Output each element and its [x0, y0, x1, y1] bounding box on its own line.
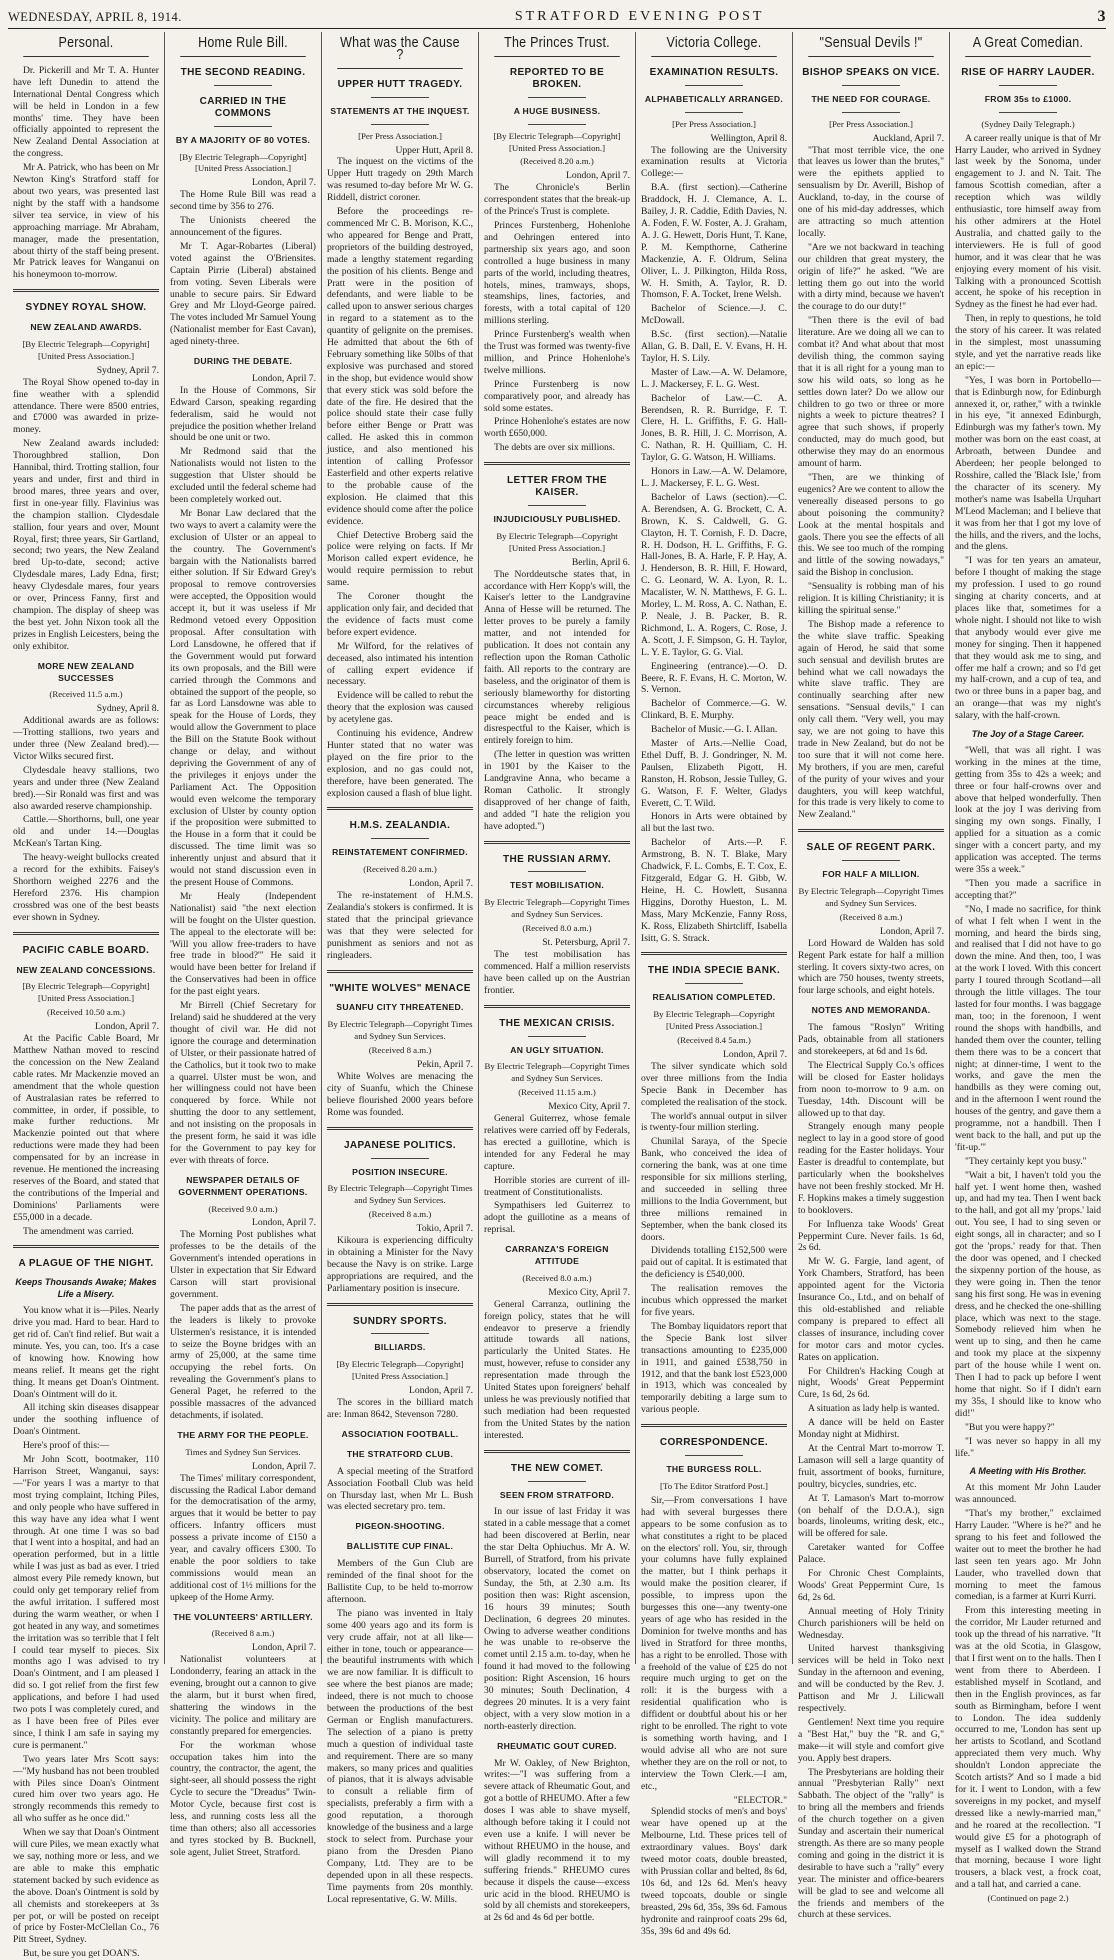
wire-credit: [To The Editor Stratford Post.] [660, 1480, 768, 1491]
article-paragraph: The piano was invented in Italy some 400 years ago and its form is very crude affair, not at all like—either in tone, touch or appearance—the beautiful instruments with which we are now familiar. It is difficult to see where the best pianos are made; indeed, there is not much to choose between the productions of the best German or English manufacturers. The selection of a piano is pretty much a question of individual taste and requirement. There are so many makers, so many prices and qualities of pianos, that it is always advisable to consult a reliable firm of specialists, preferably a firm with a good reputation, a thorough knowledge of the business and a large stock to select from. Purchase your piano from the Dresden Piano Company, Ltd. They are to be depended upon in all these respects. Time payments from 20s monthly. Local representative, G. W. Mills. [327, 1607, 473, 1905]
section-headline: H.M.S. ZEALANDIA. [349, 820, 451, 832]
short-rule [371, 1158, 429, 1159]
subheadline: AN UGLY SITUATION. [510, 1044, 604, 1055]
short-rule [528, 124, 586, 125]
article-paragraph: A special meeting of the Stratford Association Football Club was held on Thursday last, when Mr L. Bush was elected secretary pro. tem. [327, 1465, 473, 1513]
section-headline: JAPANESE POLITICS. [343, 1139, 457, 1151]
wire-credit: [Per Press Association.] [358, 130, 442, 141]
article-paragraph: The test mobilisation has commenced. Half a million reservists have been called up on the Austrian frontier. [484, 949, 630, 996]
subheadline: CARRANZA'S FOREIGN ATTITUDE [505, 1244, 609, 1267]
dateline: Upper Hutt, April 8. [395, 144, 473, 156]
section-divider [13, 932, 159, 935]
dateline: Pekin, April 7. [417, 1059, 473, 1071]
article-paragraph: The silver syndicate which sold over three millions from the India Specie Bank in December has completed the realisation of the stock. [641, 1060, 787, 1108]
article-paragraph: "Well, that was all right. I was working in the mines at the time, getting from 35s to 42s a week; and three or four half-crowns over and above that helped wonderfully. Then look at the joy I was deriving from singing my own songs. Finally, I applied for a situation as a comic singer with a concert party, and my application was accepted. The terms were 35s a week." [955, 744, 1101, 875]
dateline: London, April 7. [880, 925, 944, 937]
article-paragraph: The Coroner thought the application only fair, and decided that the evidence of facts must come before expert evidence. [327, 591, 473, 638]
article-paragraph: Evidence will be called to rebut the theory that the explosion was caused by acetylene gas. [327, 690, 473, 726]
column-heading: Personal. [23, 32, 149, 57]
article-paragraph: The scores in the billiard match are: Inman 8642, Stevenson 7280. [327, 1397, 473, 1420]
article-paragraph: Members of the Gun Club are reminded of the final shoot for the Ballistite Cup, to be held to-morrow afternoon. [327, 1558, 473, 1605]
dateline: Auckland, April 7. [872, 132, 944, 144]
dateline: London, April 7. [409, 1385, 473, 1397]
subheadline: SEEN FROM STRATFORD. [499, 1489, 615, 1500]
wire-credit: (Sydney Daily Telegraph.) [981, 118, 1075, 129]
article-paragraph: For Children's Hacking Cough at night, Woods' Great Peppermint Cure, 1s 6d, 2s 6d. [798, 1365, 944, 1401]
section-headline: CORRESPONDENCE. [659, 1437, 769, 1449]
subheadline: TEST MOBILISATION. [509, 880, 605, 891]
article-paragraph: The realisation removes the incubus which oppressed the market for five years. [641, 1283, 787, 1318]
column-heading: A Great Comedian. [965, 32, 1091, 57]
article-paragraph: In the House of Commons, Sir Edward Carson, speaking regarding federalism, said he would not prejudice the position whether Ireland should be one unit or two. [170, 384, 316, 444]
article-paragraph: Mr W. G. Fargie, land agent, of York Chambers, Stratford, has been appointed agent for the Victoria Insurance Co., Ltd., and on behalf of this old-established and reliable company is prepared to effect all classes of insurance, including cover for motor cars and motor cycles. Rates on application. [798, 1256, 944, 1363]
short-rule [528, 1036, 586, 1037]
article-paragraph: Mr Bonar Law declared that the two ways to avert a calamity were the exclusion of Ulster or an appeal to the country. The Government's bargain with the Nationalists barred either solution. If Sir Edward Grey's proposal to remove controversies were accepted, the Opposition would accept it, but it was useless if Mr Redmond vetoed every Opposition proposal. After consultation with Lord Lansdowne, he offered that if the Government would put forward its own proposals, and the Bill were carried through the Commons and obtained the support of the people, so far as Lord Lansdowne was able to speak for the House of Lords, they would allow the Government to place the Bill on the Statute Book without change or delay, and without depriving the Government of any of the privileges it enjoys under the Parliament Act. The Opposition would even welcome the temporary exclusion of Ulster by county option if the proposition were submitted to the House in a form that it could be discussed. The time limit was so inherently unjust and absurd that it would not stand discussion even in the present House of Commons. [170, 507, 316, 888]
wire-credit: By Electric Telegraph—Copyright Times and Sydney Sun Services. [327, 1183, 473, 1206]
dateline: St. Petersburg, April 7. [542, 937, 630, 949]
wire-credit: By Electric Telegraph—Copyright Times and Sydney Sun Services. [484, 1061, 630, 1084]
article-paragraph: Mr Wilford, for the relatives of deceased, also intimated his intention of calling expert evidence if necessary. [327, 640, 473, 688]
article-paragraph: Continuing his evidence, Andrew Hunter stated that no water was played on the fire prior to the explosion, and no gas could not, therefore, have been generated. The explosion caused a flash of blue light. [327, 728, 473, 799]
article-paragraph: "That's my brother," exclaimed Harry Lauder. "Where is he?" and he sprang to his feet and followed the waiter out to meet the brother he had last seen ten years ago. Mr John Lauder, who travelled down that morning to meet the famous comedian, is a farmer at Kurri Kurri. [955, 1508, 1101, 1603]
article-paragraph: The Royal Show opened to-day in fine weather with a splendid attendance. There were 8500 entries, and £7000 was awarded in prize-money. [13, 376, 159, 436]
wire-credit: (Received 11.15 a.m.) [518, 1087, 596, 1098]
short-rule [528, 871, 586, 872]
article-paragraph: At this moment Mr John Lauder was announced. [955, 1482, 1101, 1506]
section-divider [798, 829, 944, 832]
article-paragraph: The Chronicle's Berlin correspondent states that the break-up of the Prince's Trust is complete. [484, 182, 630, 218]
dateline: Mexico City, April 7. [548, 1286, 630, 1298]
section-headline: THE SECOND READING. [180, 66, 306, 78]
section-headline: LETTER FROM THE KAISER. [507, 475, 607, 499]
short-rule [842, 85, 900, 86]
dateline: Sydney, April 7. [96, 364, 159, 376]
dateline: Berlin, April 6. [571, 556, 630, 568]
short-rule [371, 97, 429, 98]
subheadline: DURING THE DEBATE. [193, 356, 293, 367]
article-paragraph: Bachelor of Music.—G. I. Allan. [651, 724, 778, 736]
article-paragraph: Bachelor of Arts.—P. F. Armstrong, B. N. T. Blake, Mary Chadwick, F. L. Combs, E. T. Cox, E. Fitzgerald, Edgar G. H. Gibb, W. Heine, H. C. Howlett, Susanna Higgins, Dorothy Hueston, L. M. Mass, Mary McKenzie, Fanny Ross, K. Ross, Elizabeth Shirtcliff, Isabella Isitt, G. S. Strack. [641, 837, 787, 944]
column-6 [793, 32, 950, 1921]
section-divider [327, 970, 473, 973]
wire-credit: Times and Sydney Sun Services. [185, 1446, 301, 1457]
article-paragraph: Dr. Pickerill and Mr T. A. Hunter have left Dunedin to attend the International Dental Congress which will be held in London in a few months' time. They have been officially appointed to represent the New Zealand Dental Association at the congress. [13, 64, 159, 160]
article-paragraph: Cattle.—Shorthorns, bull, one year old and under 14.—Douglas McKean's Tartan King. [13, 814, 159, 850]
article-paragraph: Master of Law.—A. W. Delamore, L. J. Mackersey, F. L. G. West. [641, 366, 787, 390]
article-paragraph: For Chronic Chest Complaints, Woods' Great Peppermint Cure, 1s 6d, 2s 6d. [798, 1568, 944, 1603]
short-rule [685, 1455, 743, 1456]
section-headline: THE MEXICAN CRISIS. [499, 1017, 615, 1029]
short-rule [685, 112, 743, 113]
section-headline: PACIFIC CABLE BOARD. [22, 944, 150, 956]
subheadline: ALPHABETICALLY ARRANGED. [644, 93, 784, 104]
wire-credit: By Electric Telegraph—Copyright Times and Sydney Sun Services. [798, 886, 944, 908]
dateline: London, April 7. [723, 1048, 787, 1060]
article-paragraph: Mr Birrell (Chief Secretary for Ireland) said he shuddered at the very thought of civil war. He did not ignore the courage and determination of Ulster, or their passionate hatred of the Catholics, but it took two to make a quarrel. Ulster must be won, and her willingness could not have been conquered by force. While not shutting the door to any settlement, and not insisting on the proposals in the present form, he said it was idle for the Government to pay key for ever with threats of force. [170, 1000, 316, 1166]
article-paragraph: A dance will be held on Easter Monday night at Midhirst. [798, 1417, 944, 1441]
subheadline: SUANFU CITY THREATENED. [336, 1002, 464, 1013]
short-rule [842, 860, 900, 861]
article-paragraph: For Influenza take Woods' Great Peppermint Cure. Never fails. 1s 6d, 2s 6d. [798, 1218, 944, 1254]
article-paragraph: Dividends totalling £152,500 were paid out of capital. It is estimated that the deficiency is £540,000. [641, 1245, 787, 1281]
article-paragraph: "Wait a bit, I haven't told you the half yet. I went home then, washed up, and had my tea. Then I went back to the hall, and got all my 'props.' laid out. You see, I had to sing seven or eight songs, all in character; and so I got the 'props.' ready for that. Then the door was opened, and I checked the sixpenny portion of the house, as they were going in. Then the tenor sang his first song. He was in evening dress, and he checked the one-shilling place, which was next to the stage. Somebody relieved him when he went up to sing, and then he came and took my place at the sixpenny part of the house while I went on. Then I had to pack up before I went home that night. So if I didn't earn my 35s, I should like to know who did!" [955, 1169, 1101, 1419]
article-paragraph: The Home Rule Bill was read a second time by 356 to 276. [170, 189, 316, 213]
inline-subhead: The Joy of a Stage Career. [971, 729, 1085, 740]
article-paragraph: The Bombay liquidators report that the Specie Bank lost silver transactions amounting to £235,000 in 1911, and gained £538,750 in 1912, and that the bank lost £523,000 in 1913, which was concealed by temporarily debiting a large sum to various people. [641, 1320, 787, 1416]
article-paragraph: The Presbyterians are holding their annual "Presbyterian Rally" next Sabbath. The object of the "rally" is to bring all the members and friends of the church together on a given Sunday and ascertain their numerical strength. As there are so many people coming and going in the district it is desirable to have such a "rally" every year. The minister and office-bearers will be glad to see and welcome all the friends and members of the church at these services. [798, 1766, 944, 1921]
dateline: London, April 7. [252, 177, 316, 189]
subheadline: RHEUMATIC GOUT CURED. [497, 1740, 617, 1751]
wire-credit: [By Electric Telegraph—Copyright] [United Press Association.] [22, 981, 150, 1004]
inline-subhead: Keeps Thousands Awake; Makes Life a Misery. [15, 1277, 157, 1300]
dateline: London, April 7. [252, 1460, 316, 1472]
wire-credit: (Continued on page 2.) [987, 1893, 1069, 1904]
article-paragraph: You know what it is—Piles. Nearly drive you mad. Hard to bear. Hard to get rid of. Can't find relief. But wait a minute. Yes, you can, too. It's a case of knowing how. Knowing how means relief. It means get the right thing. It means get Doan's Ointment. Doan's Ointment will do it. [13, 1305, 160, 1400]
article-paragraph: The paper adds that as the arrest of the leaders is likely to provoke Ulstermen's resistance, it is intended to seize the Boyne bridges with an army of 25,000, at the same time occupying the rebel forts. On revealing the Government's plans to General Paget, he referred to the possible massacres of the advanced detachments, if isolated. [170, 1302, 316, 1421]
wire-credit: (Received 8.0 a.m.) [522, 1272, 592, 1283]
wire-credit: By Electric Telegraph—Copyright Times and Sydney Sun Services. [327, 1019, 473, 1042]
article-paragraph: The re-instatement of H.M.S. Zealandia's stokers is confirmed. It is stated that the principal grievance was that they were selected for punishment as seniors and not as ringleaders. [327, 890, 473, 961]
article-paragraph: B.Sc. (first section).—Natalie Allan, G. B. Dall, E. V. Evans, H. H. Taylor, H. S. Lily. [641, 329, 787, 364]
wire-credit: (Received 11.5 a.m.) [49, 689, 123, 700]
wire-credit: By Electric Telegraph—Copyright [United Press Association.] [496, 530, 618, 553]
article-paragraph: In our issue of last Friday it was stated in a cable message that a comet had been discovered at Berlin, near the star Delta Ophiuchus. Mr A. W. Burrell, of Stratford, from his private observatory, located the comet on Sunday, the 5th, at 2.30 a.m. Its position then was: Right ascension, 16 hours 39 minutes; South Declination, 6 degrees 20 minutes. Owing to adverse weather conditions he was unable to re-observe the comet until 2.15 a.m. to-day, when he found it had moved to the following position: Right Ascension, 16 hours 30 minutes; South Declination, 4 degrees 20 minutes. It is a very faint object, with a very slow motion in a north-easterly direction. [484, 1506, 630, 1732]
article-paragraph: Sir,—From conversations I have had with several burgesses there appears to be some confusion as to what constitutes a right to be placed on the electors' roll. You, sir, through your columns have fully explained the matter, but I think perhaps it would make the position clearer, if possible, to impress upon the burgesses this one—any twenty-one years of age who has resided in the Dominion for twelve months and has lived in Stratford for three months, has a right to be enrolled. Those with a freehold of the value of £25 do not require much urging to get on the roll: it is the burgess with a residential qualification who is diffident or doubtful about his or her right to be enrolled. The right to vote is something worth having, and I would advise all who are not sure whether they are on the roll or not, to interview the Town Clerk.—I am, etc., [641, 1494, 787, 1792]
article-paragraph: At the Central Mart to-morrow T. Lamason will sell a large quantity of fruit, assortment of books, furniture, poultry, bicycles, sundries, etc. [798, 1442, 944, 1490]
section-divider [641, 1424, 787, 1427]
article-paragraph: "But you were happy?" [965, 1421, 1055, 1433]
article-paragraph: (The letter in question was written in 1901 by the Kaiser to the Landgravine Anna, who became a Roman Catholic. It strongly disapproved of her change of faith, and added "I hate the religion you have adopted.") [484, 749, 630, 832]
section-headline: REPORTED TO BE BROKEN. [509, 66, 605, 90]
subheadline: FROM 35s to £1000. [984, 93, 1072, 104]
article-paragraph: Lord Howard de Walden has sold Regent Park estate for half a million sterling. It covers sixty-two acres, on which are 750 houses, twenty streets, four large schools, and eight hotels. [798, 937, 944, 997]
article-paragraph: "I was never so happy in all my life." [955, 1435, 1101, 1459]
article-paragraph: "They certainly kept you busy." [965, 1155, 1087, 1167]
subheadline: ASSOCIATION FOOTBALL. [341, 1428, 459, 1439]
subheadline: NOTES AND MEMORANDA. [811, 1005, 931, 1016]
dateline: Tokio, April 7. [416, 1223, 473, 1235]
dateline: London, April 7. [409, 878, 473, 890]
section-divider [484, 841, 630, 844]
section-divider [641, 952, 787, 955]
section-headline: "WHITE WOLVES" MENACE [329, 982, 471, 994]
article-paragraph: From this interesting meeting in the corridor, Mr Lauder returned and took up the thread of his narrative. "It was at the old Scotia, in Glasgow, that I first went on to the halls. Then I went from there to Aberdeen. I established myself in Scotland, and then in the English provinces, as far south as Birmingham, before I went to London. The idea suddenly occurred to me, 'London has sent up her artists to Scotland, and Scotland appreciated them very much. Why shouldn't London appreciate the Scotch artists?' And so I made a bid for it. I went to London, with a few sovereigns in my pocket, and myself dressed like a newly-married man," and he roared at the recollection. "I would give £5 for a photograph of myself as I walked down the Strand that morning, because I wore light trousers, a black vest, a frock coat, and a tall hat, and carried a cane. [955, 1605, 1101, 1891]
subheadline: THE BURGESS ROLL. [666, 1464, 762, 1475]
short-rule [685, 85, 743, 86]
wire-credit: (Received 8 a.m.) [368, 1209, 432, 1220]
dateline: London, April 7. [95, 1021, 159, 1033]
short-rule [528, 97, 586, 98]
article-paragraph: All itching skin diseases disappear under the soothing influence of Doan's Ointment. [13, 1402, 159, 1438]
wire-credit: [By Electric Telegraph—Copyright] [United Press Association.] [179, 151, 307, 174]
article-paragraph: Master of Arts.—Nellie Coad, Ethel Duff, B. J. Gondringer, N. M. Paulsen, Elizabeth Pigott, H. Ranston, H. Robson, Jessie Tulley, G. G. Watson, F. F. Welter, Gladys Everett, C. T. Wild. [641, 738, 787, 809]
article-paragraph: Bachelor of Laws (section).—C. A. Berendsen, A. G. Brockett, C. A. Brown, K. S. Caldwell, G. G. Clayton, H. T. Cornish, F. D. Dacre, R. H. Dodson, H. L. Griffiths, F. G. Hall-Jones, B. A. Harle, F. P. Hay, A. J. Henderson, B. R. Hill, F. Howard, C. G. Leonard, W. A. Lyon, R. L. Macalister, W. N. Matthews, F. G. L. Morley, L. M. Ross, A. C. Nathan, E. P. Neale, J. B. Packer, B. R. Richmond, L. A. Rogers, C. Rose, J. A. Scott, J. F. Simpson, G. H. Taylor, L. Y. E. Taylor, G. G. Vial. [641, 491, 787, 658]
article-paragraph: Mr A. Patrick, who has been on Mr Newton King's Stratford staff for about two years, was presented last night by the staff with a handsome silver tea service, in view of his approaching marriage. Mr Abraham, manager, made the presentation, about thirty of the staff being present. Mr Patrick leaves for Wanganui on his honeymoon to-morrow. [13, 162, 159, 281]
article-paragraph: Prince Furstenberg is now comparatively poor, and already has sold some estates. [484, 378, 630, 414]
section-divider [327, 807, 473, 810]
article-paragraph: United harvest thanksgiving services will be held in Toko next Sunday in the afternoon and evening, and will be conducted by the Rev. J. Pattison and Mr J. Lilicwall respectively. [798, 1643, 944, 1714]
article-paragraph: "Yes, I was born in Portobello—that is Edinburgh now, for Edinburgh annexed it, or, rather," with a twinkle in his eye, "it annexed Edinburgh, Edinburgh was my father's town. My mother was born on the east coast, at Arbroath, between Dundee and Aberdeen; her people belonged to Rosshire, called the 'Black Isle,' from the character of its scenery. My mother's name was Isabella Urquhart M'Leod Macleman; and I believe that it was from her that I got my love of the hills, and the rivers, and the lochs, and the glens. [955, 374, 1101, 553]
wire-credit: (Received 8 a.m.) [368, 1045, 432, 1056]
section-headline: SYDNEY ROYAL SHOW. [25, 302, 147, 314]
article-paragraph: Bachelor of Commerce.—G. W. Clinkard, B. E. Murphy. [641, 698, 787, 722]
article-paragraph: "Then there is the evil of bad literature. Are we doing all we can to combat it? And what about that most devilish thing, the common saying that it is all right for a young man to sow his wild oats, so long as he settles down later? Do we allow our children to go two or three or more nights a week to picture theatres? I agree that such shows, if properly conducted, may do much good, but otherwise they may do an enormous amount of harm. [798, 315, 944, 470]
subheadline: POSITION INSECURE. [352, 1166, 448, 1177]
short-rule [214, 85, 272, 86]
article-paragraph: "I was for ten years an amateur, before I thought of making the stage my profession. I used to go round singing at charity concerts, and at places like that, sometimes for a whole night. I should not like to wish that anybody would ever give me money for singing. Then it happened that they would ask me to sing, and offer me half a crown; and so I'd get my half-crown, and a cup of tea, and two or three buns in a paper bag, and an orange—that was my night's salary, with the half-crown. [955, 555, 1101, 722]
section-headline: THE NEW COMET. [510, 1462, 604, 1474]
article-paragraph: Splendid stocks of men's and boys' wear have opened up at the Melbourne, Ltd. These prices tell of extraordinary values. Boys' dark tweed motor coats, double breasted, with Prussian collar and belted, 8s 6d, 10s 6d, and 12s 6d. Men's heavy tweed topcoats, double or single breasted, 29s 6d, 35s, 39s 6d. Famous hydronite and rainproof coats 29s 6d, 35s, 39s 6d and 49s 6d. [641, 1806, 788, 1937]
subheadline: THE ARMY FOR THE PEOPLE. [177, 1429, 309, 1440]
short-rule [685, 983, 743, 984]
column-heading: "Sensual Devils !" [808, 32, 934, 57]
column-7 [950, 32, 1106, 1904]
column-heading: The Princes Trust. [494, 32, 620, 57]
article-paragraph: Two years later Mrs Scott says:—"My husband has not been troubled with Piles since Doan's Ointment cured him over two years ago. He strongly recommends this remedy to all who suffer as he once did." [13, 1753, 159, 1825]
wire-credit: [Per Press Association.] [829, 118, 913, 129]
wire-credit: [By Electric Telegraph—Copyright] [United Press Association.] [493, 130, 621, 153]
short-rule [371, 838, 429, 839]
section-headline: BISHOP SPEAKS ON VICE. [802, 66, 940, 78]
newspaper-title: STRATFORD EVENING POST [514, 9, 765, 24]
subheadline: MORE NEW ZEALAND SUCCESSES [37, 660, 135, 683]
column-4 [479, 32, 636, 1924]
section-divider [13, 1245, 159, 1248]
columns-container [8, 32, 1106, 1960]
wire-credit: (Received 8.20 a.m.) [363, 864, 437, 875]
wire-credit: (Received 8.0 a.m.) [522, 923, 592, 934]
article-paragraph: Caretaker wanted for Coffee Palace. [798, 1542, 944, 1566]
article-paragraph: Here's proof of this:— [23, 1440, 110, 1452]
dateline: Wellington, April 8. [710, 132, 787, 144]
article-paragraph: General Guiterrez, whose female relatives were carried off by Federals, has erected a guillotine, which is intended for any Federal he may capture. [484, 1113, 630, 1172]
article-paragraph: Mr Healy (Independent Nationalist) said "the next election will be fought on the Ulster question. The appeal to the electorate will be: 'Will you allow free-traders to have free trade in blood?'" He said it would have been better for Ireland if the Conservatives had been in office for the past eight years. [170, 890, 316, 998]
short-rule [214, 126, 272, 127]
wire-credit: (Received 8 a.m.) [839, 911, 903, 922]
section-headline: RISE OF HARRY LAUDER. [961, 66, 1095, 78]
article-paragraph: Clydesdale heavy stallions, two years and under three (New Zealand bred).—Sir Ronald was first and was also awarded reserve championship. [13, 764, 159, 812]
article-paragraph: Before the proceedings re-commenced Mr C. B. Morison, K.C., who appeared for Benge and Pratt, proprietors of the building destroyed, made a lengthy statement regarding the position of his clients. Benge and Pratt were in the position of defendants, and were liable to be called upon to answer serious charges in regard to a statement as to the quantity of gelignite on the premises. He admitted that about the 6th of February something like 50lbs of that explosive was purchased and stored in the shop, but evidence would show that every stick was sold before the date of the fire. He desired that the police should state their case fully before either Benge or Pratt was called. He asked this in common justice, and also mentioned his intention of calling Professor Easterfield and other experts relative to the probable cause of the explosion. He claimed that this evidence should come after the police evidence. [327, 206, 473, 527]
subheadline: THE STRATFORD CLUB. [346, 1448, 454, 1459]
masthead [8, 6, 1106, 29]
column-1 [8, 32, 165, 1960]
subheadline: NEWSPAPER DETAILS OF GOVERNMENT OPERATIONS. [178, 1174, 308, 1197]
section-divider [484, 1450, 630, 1453]
subheadline: NEW ZEALAND AWARDS. [30, 322, 142, 333]
wire-credit: By Electric Telegraph—Copyright Times and Sydney Sun Services. [484, 897, 630, 920]
section-headline: A PLAGUE OF THE NIGHT. [18, 1258, 154, 1270]
article-paragraph: At the Pacific Cable Board, Mr Matthew Nathan moved to rescind the concession on the New Zealand cable rates. Mr Mackenzie moved an amendment that the whole question of Australasian rates be referred to committee, in order, if possible, to make further reductions. Mr Mackenzie pointed out that where reductions were made they had been compensated for by an increase in revenue. He mentioned the increasing reserves of the Board, and stated that the contributions of the Imperial and Dominions' Parliaments were £55,000 in a decade. [13, 1033, 159, 1223]
subheadline: THE NEED FOR COURAGE. [811, 93, 931, 104]
article-paragraph: A career really unique is that of Mr Harry Lauder, who arrived in Sydney last week by the Sonoma, under engagement to J. and N. Tait. The famous Scottish comedian, after a reception which was wildly enthusiastic, tore himself away from his other admirers at the Hotel Australia, and chatted gaily to the interviewers. He is full of good humor, and it was clear that he was enjoying every moment of his visit. Talking with a pronounced Scottish accent, he spoke of his reception in Sydney as the finest he had ever had. [955, 132, 1101, 311]
section-headline: THE INDIA SPECIE BANK. [647, 965, 781, 977]
article-paragraph: White Wolves are menacing the city of Suanfu, which the Chinese believe flourished 2000 years before Rome was founded. [327, 1070, 473, 1118]
article-paragraph: The Times' military correspondent, discussing the Radical Labor demand for the democratisation of the army, argues that it would be better to pay officers. Infantry officers must possess a private income of £150 a year, and cavalry officers £300. To enable the poor soldiers to take commissions would mean an additional cost of 1½ millions for the upkeep of the Home Army. [170, 1472, 316, 1603]
article-paragraph: Nationalist volunteers at Londonderry, fearing an attack in the evening, brought out a cannon to give the alarm, but it burst when fired, shattering the windows in the vicinity. The police and military are constantly prepared for emergencies. [170, 1654, 316, 1737]
article-paragraph: The Unionists cheered the announcement of the figures. [170, 215, 316, 238]
column-heading: Home Rule Bill. [180, 32, 306, 57]
article-paragraph: Chunilal Saraya, of the Specie Bank, who conceived the idea of cornering the bank, was at one time responsible for six millions sterling, and succeeded in selling three millions to the India Government, but three millions remained in September, when the bank closed its doors. [641, 1136, 787, 1243]
article-paragraph: Gentlemen! Next time you require a "Best Hat," buy the "R. and G," make—it will style and comfort give you. Apply best drapers. [798, 1716, 944, 1764]
dateline: "ELECTOR." [733, 1794, 787, 1806]
dateline: Mexico City, April 7. [548, 1101, 630, 1113]
dateline: London, April 7. [252, 372, 316, 384]
dateline: London, April 7. [252, 1217, 316, 1229]
page-number: 3 [1097, 8, 1106, 25]
article-paragraph: Engineering (entrance).—O. D. Beere, R. F. Evans, H. C. Morton, W. S. Vernon. [641, 660, 787, 696]
article-paragraph: "Then, are we thinking of eugenics? Are we content to allow the venereally diseased persons to go about poisoning the community? Look at the mental hospitals and gaols. There you see the effects of all this. We see too much of the romping and little of the sowing nowadays," said the Bishop in conclusion. [798, 472, 944, 579]
article-paragraph: Strangely enough many people neglect to lay in a good store of good reading for the Easter holidays. Your Easter is dreadful to contemplate, but particularly when the bookshelves have not been freshly stocked. Mr H. F. Hopkins makes a timely suggestion to booklovers. [798, 1121, 944, 1216]
article-paragraph: A situation as lady help is wanted. [808, 1403, 940, 1415]
article-paragraph: The famous "Roslyn" Writing Pads, obtainable from all stationers and storekeepers, at 6d and 1s 6d. [798, 1022, 944, 1057]
section-divider [484, 1005, 630, 1008]
article-paragraph: Bachelor of Science.—J. C. McDowall. [641, 303, 787, 327]
article-paragraph: At T. Lamason's Mart to-morrow (on behalf of the D.O.A.), sign boards, linoleums, writing desk, etc., will be offered for sale. [798, 1492, 944, 1540]
article-paragraph: "Then you made a sacrifice in accepting that?" [955, 877, 1101, 901]
article-paragraph: Horrible stories are current of ill-treatment of Constitutionalists. [484, 1174, 630, 1198]
column-2 [165, 32, 322, 1858]
subheadline: REALISATION COMPLETED. [652, 992, 776, 1003]
article-paragraph: "That most terrible vice, the one that leaves us lower than the brutes," were the epithets applied to sensualism by Dr. Averill, Bishop of Auckland, to-day, in the course of one of his mid-day addresses, which are attracting so much attention locally. [798, 144, 944, 239]
article-paragraph: The Electrical Supply Co.'s offices will be closed for Easter holidays from noon to-morrow to 9 a.m. on Tuesday, 14th. Discount will be allowed up to that day. [798, 1059, 944, 1119]
article-paragraph: Mr Redmond said that the Nationalists would not listen to the suggestion that Ulster should be excluded until the federal scheme had been completely worked out. [170, 446, 316, 505]
subheadline: BY A MAJORITY OF 80 VOTES. [175, 134, 311, 145]
wire-credit: [Per Press Association.] [672, 118, 756, 129]
article-paragraph: Princes Furstenberg, Hohenlohe and Oehringen entered into partnership six years ago, and soon controlled a huge business in many parts of the world, including theatres, hotels, mines, tramways, shops, steamships, lines, factories, and forests, with a total capital of 120 millions sterling. [484, 219, 630, 327]
wire-credit: (Received 8.4 5a.m.) [677, 1035, 751, 1046]
section-divider [13, 289, 159, 292]
column-3 [322, 32, 479, 1905]
subheadline: INJUDICIOUSLY PUBLISHED. [493, 514, 621, 524]
short-rule [371, 1333, 429, 1334]
column-heading: What was the Cause ? [337, 32, 463, 69]
issue-date: WEDNESDAY, APRIL 8, 1914. [8, 9, 182, 24]
article-paragraph: Mr John Scott, bootmaker, 110 Harrison Street, Wanganui, says:—"For years I was a martyr to that most trying complaint, Itching Piles, and only people who have suffered in this way have any idea what I went through. At one time I was so bad that I went into a hospital, and had an operation performed, but in a little while I was just as bad as ever. I tried almost every Pile remedy known, but could only get temporary relief from the awful irritation. I suffered most during the warm weather, or when I got heated in any way, and sometimes the irritation was so terrible that I felt I could tear myself to pieces. Six months ago I was advised to try Doan's Ointment, and I am pleased I did so. I got relief from the first few applications, and before I had used two pots I was completely cured, and as I have been free of Piles ever since, I think I am safe in saying my cure is permanent." [13, 1454, 159, 1751]
article-paragraph: Sympathisers led Guiterrez to adopt the guillotine as a means of reprisal. [484, 1200, 630, 1236]
subheadline: FOR HALF A MILLION. [822, 869, 920, 880]
article-paragraph: Additional awards are as follows:—Trotting stallions, two years and under three (New Zealand bred).—Victor Wilks secured first. [13, 715, 159, 762]
subheadline: NEW ZEALAND CONCESSIONS. [16, 964, 156, 975]
wire-credit: (Received 8.20 a.m.) [520, 156, 594, 167]
subheadline: STATEMENTS AT THE INQUEST. [330, 105, 470, 116]
article-paragraph: Bachelor of Law.—C. A. Berendsen, R. R. Burridge, F. T. Clere, H. L. Griffiths, F. G. Hall-Jones, B. R. Hill, J. C. Morrison, A. C. Nathan, R. H. Quilliam, C. H. Taylor, G. G. Watson, H. Williams. [641, 392, 787, 464]
column-heading: Victoria College. [651, 32, 777, 57]
section-headline: CARRIED IN THE COMMONS [199, 95, 287, 119]
dateline: London, April 7. [566, 170, 630, 182]
article-paragraph: The heavy-weight bullocks created a record for the exhibits. Faisey's Shorthorn weighed 2276 and the Hereford 2376. His champion crossbred was one of the best beasts ever shown in Sydney. [13, 852, 159, 923]
section-divider [484, 462, 630, 465]
article-paragraph: B.A. (first section).—Catherine Braddock, H. J. Clemance, A. L. Bailey, J. R. Caddie, Edith Davies, N. A. Foden, F. W. Foster, A. J. Graham, A. J. G. Hewett, Doris Hunt, T. Kane, P. M. Kempthorne, Catherine Mackenzie, A. F. Oldrum, Selina Oliver, L. J. Pilkington, Hilda Ross, W. H. Smith, A. Taylor, R. D. Thomson, F. A. Tocket, Irene Welsh. [641, 182, 787, 301]
wire-credit: (Received 9.0 a.m.) [208, 1203, 278, 1214]
dateline: Sydney, April 8. [96, 703, 159, 715]
wire-credit: (Received 10.50 a.m.) [47, 1007, 125, 1018]
short-rule [999, 112, 1057, 113]
article-paragraph: The Bishop made a reference to the white slave traffic. Speaking again of Herod, he said that some such sensual and devilish brutes are behind what we call nowadays the white slave traffic. They are continually searching after new sensations. "Sensual devils," I can only call them. "Very well, you may say, we are not going to have this trade in New Zealand, but do not be too sure that it will not come here. My brothers, if you are men, careful of the purity of your wives and your daughters, you will keep watchful, for this trade is very likely to come to New Zealand." [798, 618, 944, 821]
section-headline: UPPER HUTT TRAGEDY. [337, 78, 463, 90]
article-paragraph: Prince Furstenberg's wealth when the Trust was formed was twenty-five million, and Prince Hohenlohe's twelve millions. [484, 329, 630, 376]
article-paragraph: Honors in Law.—A. W. Delamore, L. J. Mackersey, F. L. G. West. [641, 466, 787, 489]
article-paragraph: The world's annual output in silver is twenty-four million sterling. [641, 1110, 787, 1134]
short-rule [528, 1481, 586, 1482]
article-paragraph: New Zealand awards included: Thoroughbred stallion, Don Hannibal, third. Trotting stallion, four years and under, first and third in brood mares, three years and over, first in one-year filly. Flavinius was the champion stallion. Clydesdale stallion, four years and over, Mount Royal, first; three years, Sir Gartland, second; two years, the New Zealand bred Up-to-date, second; active Clydesdale mares, Lady Edna, first; heavy Clydesdale mares, four years or over, Princess Fanny, first and champion. The display of sheep was the best yet. John Nixon took all the prizes in English Leicesters, being the only exhibitor. [13, 438, 159, 652]
section-divider [327, 1127, 473, 1130]
subheadline: BALLISTITE CUP FINAL. [346, 1541, 454, 1552]
article-paragraph: When we say that Doan's Ointment will cure Piles, we mean exactly what we say, nothing more or less, and we are able to make this emphatic statement backed by such evidence as the above. Doan's Ointment is sold by all chemists and storekeepers at 3s per pot, or will be posted on receipt of price by Foster-McClellan Co., 76 Pitt Street, Sydney. [13, 1827, 159, 1946]
article-paragraph: Kikoura is experiencing difficulty in obtaining a Minister for the Navy because the Navy is on strike. Large appropriations are required, and the Parliamentary position is insecure. [327, 1235, 473, 1294]
article-paragraph: The inquest on the victims of the Upper Hutt tragedy on 29th March was resumed to-day before Mr W. G. Riddell, district coroner. [327, 156, 473, 204]
section-divider [327, 1303, 473, 1306]
article-paragraph: Prince Hohenlohe's estates are now worth £650,000. [484, 416, 630, 440]
inline-subhead: A Meeting with His Brother. [969, 1466, 1087, 1477]
short-rule [842, 112, 900, 113]
wire-credit: [By Electric Telegraph—Copyright] [United Press Association.] [22, 339, 150, 361]
subheadline: REINSTATEMENT CONFIRMED. [332, 847, 468, 858]
subheadline: PIGEON-SHOOTING. [355, 1521, 445, 1532]
column-5 [636, 32, 793, 1937]
dateline: London, April 7. [252, 1642, 316, 1654]
article-paragraph: For the workman whose occupation takes him into the country, the contractor, the agent, the sight-seer, all should possess the right Cycle to secure the "Dreadus" Twin-Motor Cycle, because first cost is less, and running costs less all the time than others; also all accessories and tyres stocked by B. Bucknell, sole agent, Juliet Street, Stratford. [170, 1739, 316, 1858]
short-rule [371, 124, 429, 125]
article-paragraph: Annual meeting of Holy Trinity Church parishioners will be held on Wednesday. [798, 1605, 944, 1641]
article-paragraph: Chief Detective Broberg said the police were relying on facts. If Mr Morison called expert evidence, he would require permission to rebut same. [327, 529, 473, 589]
article-paragraph: The Morning Post publishes what professes to be the details of the Government's intended operations in Ulster in expectation that Sir Edward Carson will start provisional government. [170, 1229, 316, 1300]
wire-credit: (Received 8 a.m.) [211, 1628, 275, 1639]
article-paragraph: But, be sure you get DOAN'S. [23, 1948, 140, 1960]
section-headline: SUNDRY SPORTS. [353, 1315, 447, 1327]
section-headline: SALE OF REGENT PARK. [806, 842, 936, 854]
article-paragraph: Mr T. Agar-Robartes (Liberal) voted against the O'Briensites. Captain Pirrie (Liberal) abstained from voting. Seven Liberals were unable to secure pairs. Sir Edward Grey and Mr Lloyd-George paired. The votes included Mr Samuel Young (Nationalist member for East Cavan), aged ninety-three. [170, 240, 316, 348]
article-paragraph: Mr W. Oakley, of New Brighton, writes:—"I was suffering from a severe attack of Rheumatic Gout, and got a bottle of RHEUMO. After a few doses I was able to shave myself, although before taking it I could not even use a knife. I will never be without RHEUMO in the house, and will gladly recommend it to my suffering friends." RHEUMO cures because it dispels the cause—excess uric acid in the blood. RHEUMO is sold by all chemists and storekeepers, at 2s 6d and 4s 6d per bottle. [484, 1757, 630, 1924]
section-headline: EXAMINATION RESULTS. [649, 66, 779, 78]
article-paragraph: "Are we not backward in teaching our children that great mystery, the origin of life?" he asked. "We are letting them go out into the world with a dirty mind, because we haven't the courage to do our duty!" [798, 241, 944, 313]
article-paragraph: The Norddeutsche states that, in accordance with Herr Kopp's will, the Kaiser's letter to the Landgravine Anna of Hesse will be returned. The letter proves to be purely a family matter, and not intended for publication. It does not contain any reflection upon the Roman Catholic faith. All reports to the contrary are baseless, and the originator of them is seriously blameworthy for distorting circumstances whereby religious peace might be ended and is disrespectful to the Kaiser, which is entirely foreign to him. [484, 568, 630, 747]
subheadline: A HUGE BUSINESS. [513, 105, 601, 116]
article-paragraph: The amendment was carried. [23, 1225, 134, 1237]
article-paragraph: General Carranza, outlining the foreign policy, states that he will endeavor to preserve a friendly attitude towards all nations, particularly the United States. He must, however, refuse to consider any representation made through the United States upon foreigners' behalf unless he was previously notified that such mediation had been requested from the United States by the nation interested. [484, 1298, 630, 1441]
short-rule [528, 505, 586, 506]
article-paragraph: "No, I made no sacrifice, for think of what I felt when I went in the morning, and heard the birds sing, and realised that I did not have to go down the mine. And then, too, I was at the work I loved. With this concert party I toured through Scotland—all through the little villages. The tour lasted for four months. I was baggage man, too; in the forenoon, I went round the shops with handbills, and handed them over the counter, telling them there was to be a concert that night; at dinner-time, I went to the works, and gave the men the handbills as they were coming out, and in the afternoon I went round the houses of the gentry, and gave them a programme, not a handbill. Then I went back to the hall, and put up the 'fit-up.'" [955, 903, 1101, 1153]
wire-credit: [By Electric Telegraph—Copyright] [United Press Association.] [336, 1359, 464, 1382]
article-paragraph: Honors in Arts were obtained by all but the last two. [641, 811, 787, 835]
article-paragraph: Then, in reply to questions, he told the story of his career. It was related in the simplest, most unassuming style, and yet the narrative reads like an epic:— [955, 313, 1101, 372]
subheadline: THE VOLUNTEERS' ARTILLERY. [173, 1611, 313, 1622]
section-headline: THE RUSSIAN ARMY. [502, 853, 612, 865]
subheadline: BILLIARDS. [374, 1342, 426, 1353]
short-rule [999, 85, 1057, 86]
article-paragraph: "Sensuality is robbing man of his religion. It is killing Christianity; it is killing the spiritual sense." [798, 581, 944, 616]
article-paragraph: The following are the University examination results at Victoria College:— [641, 144, 787, 180]
wire-credit: By Electric Telegraph—Copyright [United Press Association.] [653, 1009, 775, 1032]
article-paragraph: The debts are over six millions. [494, 442, 615, 454]
